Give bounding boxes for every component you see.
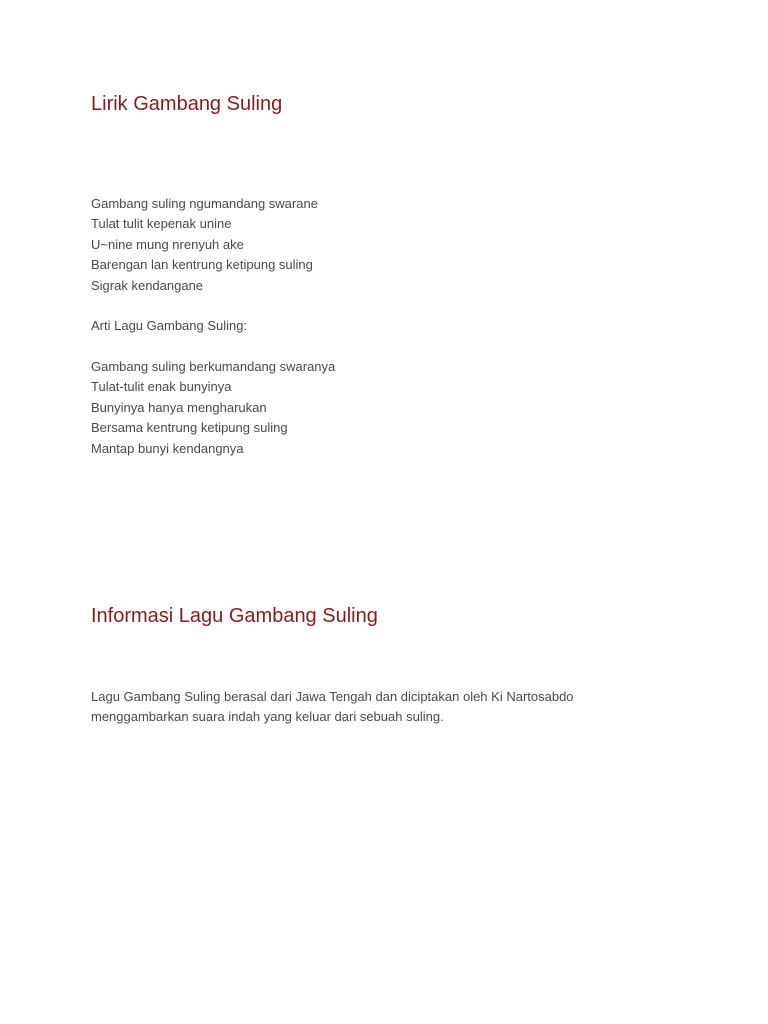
meaning-block <box>91 357 335 459</box>
info-line: menggambarkan suara indah yang keluar dari sebuah suling. <box>91 709 444 725</box>
meaning-line: Mantap bunyi kendangnya <box>91 440 244 456</box>
lyrics-block <box>91 194 318 296</box>
info-paragraph <box>91 687 574 728</box>
lyrics-line: Sigrak kendangane <box>91 277 204 293</box>
lyrics-heading: Lirik Gambang Suling <box>91 93 283 115</box>
meaning-line: Gambang suling berkumandang swaranya <box>91 359 336 374</box>
lyrics-line: U~nine mung nrenyuh ake <box>91 236 244 252</box>
info-heading: Informasi Lagu Gambang Suling <box>91 605 378 627</box>
meaning-label: Arti Lagu Gambang Suling: <box>91 318 248 333</box>
meaning-line: Bunyinya hanya mengharukan <box>91 399 267 415</box>
meaning-line: Bersama kentrung ketipung suling <box>91 420 288 436</box>
meaning-line: Tulat-tulit enak bunyinya <box>91 379 232 395</box>
info-line: Lagu Gambang Suling berasal dari Jawa Tengah dan diciptakan oleh Ki Nartosabdo <box>91 689 574 704</box>
lyrics-line: Barengan lan kentrung ketipung suling <box>91 257 313 273</box>
lyrics-line: Gambang suling ngumandang swarane <box>91 196 318 211</box>
lyrics-line: Tulat tulit kepenak unine <box>91 216 232 232</box>
